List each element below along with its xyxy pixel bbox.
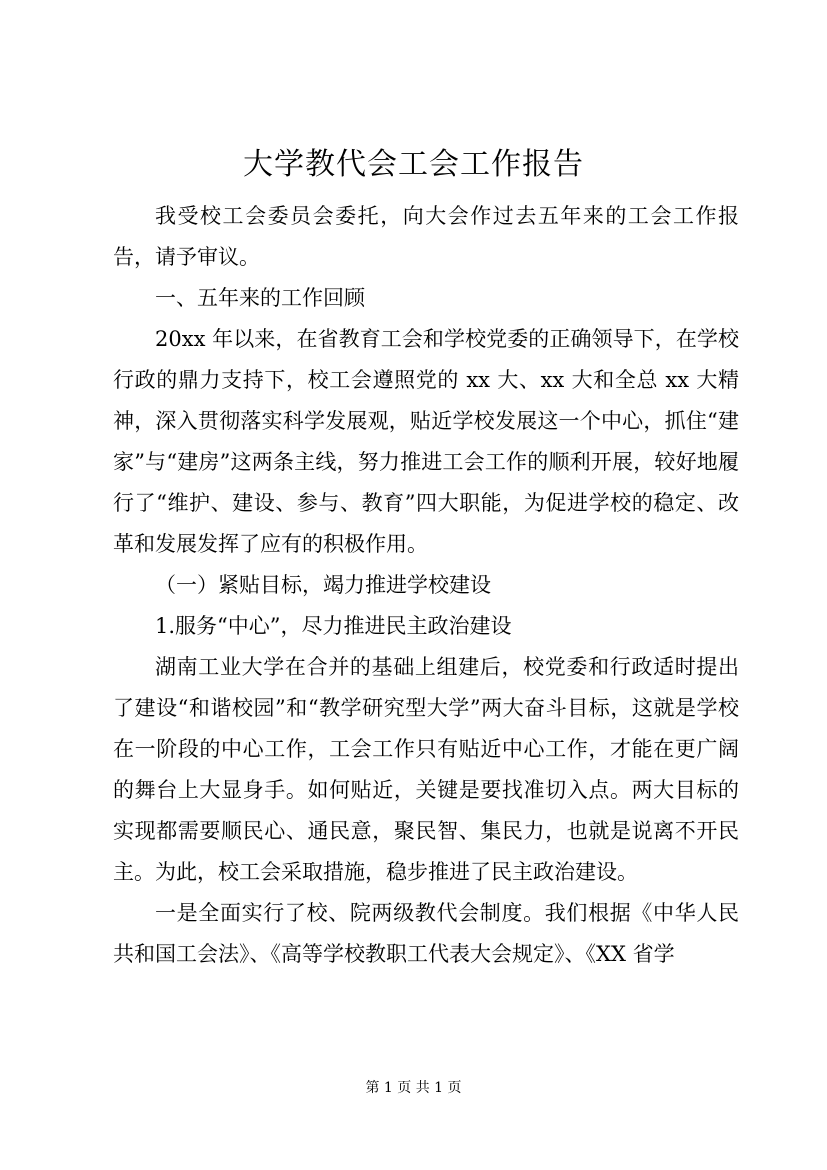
document-title: 大学教代会工会工作报告: [243, 147, 584, 182]
subsection-heading-1: （一）紧贴目标，竭力推进学校建设: [155, 573, 491, 597]
paragraph-congress-system: 一是全面实行了校、院两级教代会制度。我们根据《中华人民共和国工会法》、《高等学校教职工代表大会规定》、《XX 省学: [113, 901, 739, 966]
document-body: [113, 196, 739, 975]
paragraph-intro: 我受校工会委员会委托，向大会作过去五年来的工会工作报告，请予审议。: [113, 204, 739, 269]
section-heading-1: 一、五年来的工作回顾: [155, 286, 365, 310]
item-heading-1: 1.服务“中心”，尽力推进民主政治建设: [155, 614, 512, 638]
paragraph-review: 20xx 年以来，在省教育工会和学校党委的正确领导下，在学校行政的鼎力支持下，校工会遵照党的 xx 大、xx 大和全总 xx 大精神，深入贯彻落实科学发展观，贴近学校发展这一个中心，抓住“建家”与“建房”这两条主线，努力推进工会工作的顺利开展，较好地履行了“维护、建设、参与、教育”四大职能，为促进学校的稳定、改革和发展发挥了应有的积极作用。: [113, 327, 739, 556]
paragraph-goals: 湖南工业大学在合并的基础上组建后，校党委和行政适时提出了建设“和谐校园”和“教学研究型大学”两大奋斗目标，这就是学校在一阶段的中心工作，工会工作只有贴近中心工作，才能在更广阔的舞台上大显身手。如何贴近，关键是要找准切入点。两大目标的实现都需要顺民心、通民意，聚民智、集民力，也就是说离不开民主。为此，校工会采取措施，稳步推进了民主政治建设。: [113, 655, 739, 884]
page-footer: 第 1 页 共 1 页: [365, 1080, 462, 1096]
